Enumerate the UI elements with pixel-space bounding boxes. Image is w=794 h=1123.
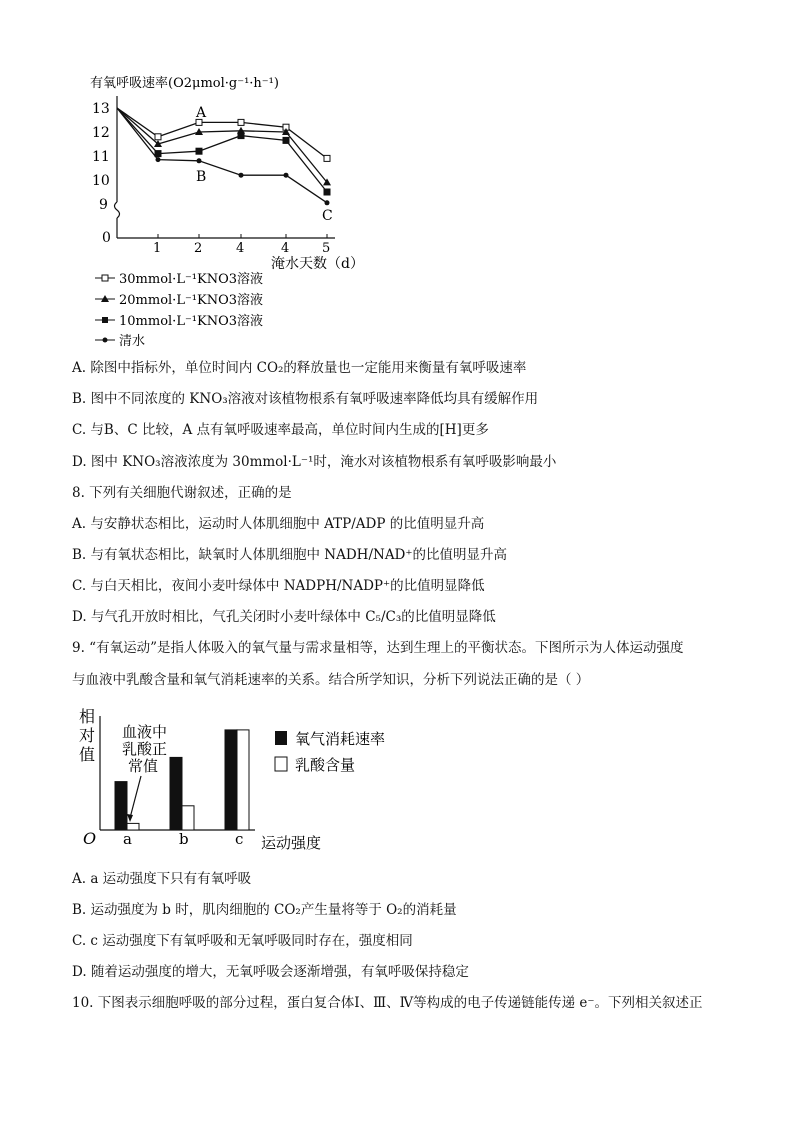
legend-marker-open-square (102, 275, 108, 281)
series-line-triangle (117, 108, 327, 182)
q7-option-c: C. 与B、C 比较，A 点有氧呼吸速率最高，单位时间内生成的[H]更多 (72, 422, 489, 438)
data-point-filled-square (324, 189, 330, 195)
chart1-xtick: 4 (236, 241, 245, 256)
chart2-category-label: c (235, 830, 244, 848)
chart1-ytick: 10 (92, 173, 110, 189)
exercise-bar-chart (75, 704, 415, 856)
chart1-ylabel: 有氧呼吸速率(O2μmol·g⁻¹·h⁻¹) (90, 76, 279, 91)
note-arrow-head (127, 814, 133, 822)
q7-option-a: A. 除图中指标外，单位时间内 CO₂的释放量也一定能用来衡量有氧呼吸速率 (72, 360, 527, 376)
point-b-annotation: B (196, 169, 207, 185)
q8-option-c: C. 与白天相比，夜间小麦叶绿体中 NADPH/NADP⁺的比值明显降低 (72, 578, 485, 594)
chart1-xtick: 5 (322, 241, 331, 256)
chart2-category-label: b (179, 830, 189, 848)
legend-marker-filled-square (102, 317, 108, 323)
data-point-open-square (238, 119, 244, 125)
chart1-series-group (117, 108, 331, 205)
data-point-dot (156, 157, 161, 162)
chart1-legend (95, 271, 263, 349)
chart1-ytick: 9 (99, 197, 108, 213)
legend-label: 30mmol·L⁻¹KNO3溶液 (119, 272, 264, 287)
chart2-category-label: a (123, 830, 132, 848)
bar-lactic-acid (182, 806, 194, 830)
q10-stem: 10. 下图表示细胞呼吸的部分过程，蛋白复合体Ⅰ、Ⅲ、Ⅳ等构成的电子传递链能传递 e⁻。下列相关叙述正 (72, 995, 703, 1011)
bar-o2-consumption (170, 757, 182, 830)
data-point-dot (284, 173, 289, 178)
q8-option-a: A. 与安静状态相比，运动时人体肌细胞中 ATP/ADP 的比值明显升高 (72, 516, 485, 532)
bar-lactic-acid (127, 823, 139, 830)
chart1-xlabel: 淹水天数（d） (271, 256, 364, 272)
q8-stem: 8. 下列有关细胞代谢叙述，正确的是 (72, 485, 292, 501)
data-point-dot (239, 173, 244, 178)
chart2-note: 血液中 (122, 723, 168, 741)
legend-label: 清水 (119, 334, 146, 349)
chart1-ytick: 13 (92, 101, 110, 117)
data-point-dot (325, 200, 330, 205)
chart1-xtick: 4 (281, 241, 290, 256)
data-point-filled-square (238, 133, 244, 139)
q9-stem-line2: 与血液中乳酸含量和氧气消耗速率的关系。结合所学知识，分析下列说法正确的是（ ） (72, 672, 590, 688)
chart1-ytick: 12 (92, 125, 110, 141)
q9-option-d: D. 随着运动强度的增大，无氧呼吸会逐渐增强，有氧呼吸保持稳定 (72, 964, 469, 980)
point-c-annotation: C (322, 208, 333, 224)
data-point-filled-square (155, 151, 161, 157)
bar-o2-consumption (225, 730, 237, 830)
q9-option-b: B. 运动强度为 b 时，肌肉细胞的 CO₂产生量将等于 O₂的消耗量 (72, 902, 457, 918)
q7-option-b: B. 图中不同浓度的 KNO₃溶液对该植物根系有氧呼吸速率降低均具有缓解作用 (72, 391, 539, 407)
q8-option-d: D. 与气孔开放时相比，气孔关闭时小麦叶绿体中 C₅/C₃的比值明显降低 (72, 609, 496, 625)
legend-o2-label: 氧气消耗速率 (295, 730, 386, 748)
bar-o2-consumption (115, 782, 127, 830)
data-point-open-square (155, 134, 161, 140)
chart1-xtick: 2 (194, 241, 203, 256)
chart2-note: 乳酸正 (122, 740, 168, 758)
legend-marker-dot (103, 338, 108, 343)
chart2-ylabel-char: 相 (79, 707, 96, 726)
data-point-filled-square (283, 137, 289, 143)
series-line-filled-square (117, 108, 327, 192)
legend-lactic-label: 乳酸含量 (295, 756, 356, 774)
q9-option-c: C. c 运动强度下有氧呼吸和无氧呼吸同时存在，强度相同 (72, 933, 413, 949)
legend-lactic-swatch (275, 757, 287, 771)
chart1-xtick: 1 (153, 241, 162, 256)
q9-option-a: A. a 运动强度下只有有氧呼吸 (72, 871, 252, 887)
legend-label: 20mmol·L⁻¹KNO3溶液 (119, 293, 264, 308)
chart1-axis-break (115, 202, 120, 218)
chart1-ytick: 0 (102, 230, 111, 246)
chart2-origin: O (83, 829, 97, 848)
chart2-note: 常值 (128, 757, 159, 775)
chart2-xlabel: 运动强度 (261, 834, 322, 852)
legend-o2-swatch (275, 731, 287, 745)
q9-stem-line1: 9. “有氧运动”是指人体吸入的氧气量与需求量相等，达到生理上的平衡状态。下图所示为人体运动强度 (72, 640, 684, 656)
chart2-ylabel-char: 对 (79, 726, 96, 745)
q7-option-d: D. 图中 KNO₃溶液浓度为 30mmol·L⁻¹时，淹水对该植物根系有氧呼吸影响最小 (72, 454, 557, 470)
chart2-ylabel-char: 值 (79, 745, 96, 764)
data-point-dot (197, 158, 202, 163)
bar-lactic-acid (237, 730, 249, 830)
data-point-open-square (324, 155, 330, 161)
data-point-filled-square (196, 148, 202, 154)
chart1-ytick: 11 (92, 149, 110, 165)
series-line-open-square (117, 108, 327, 158)
respiration-line-chart (90, 70, 390, 360)
legend-label: 10mmol·L⁻¹KNO3溶液 (119, 314, 264, 329)
q8-option-b: B. 与有氧状态相比，缺氧时人体肌细胞中 NADH/NAD⁺的比值明显升高 (72, 547, 508, 563)
point-a-annotation: A (196, 105, 207, 121)
note-arrow (130, 776, 141, 818)
